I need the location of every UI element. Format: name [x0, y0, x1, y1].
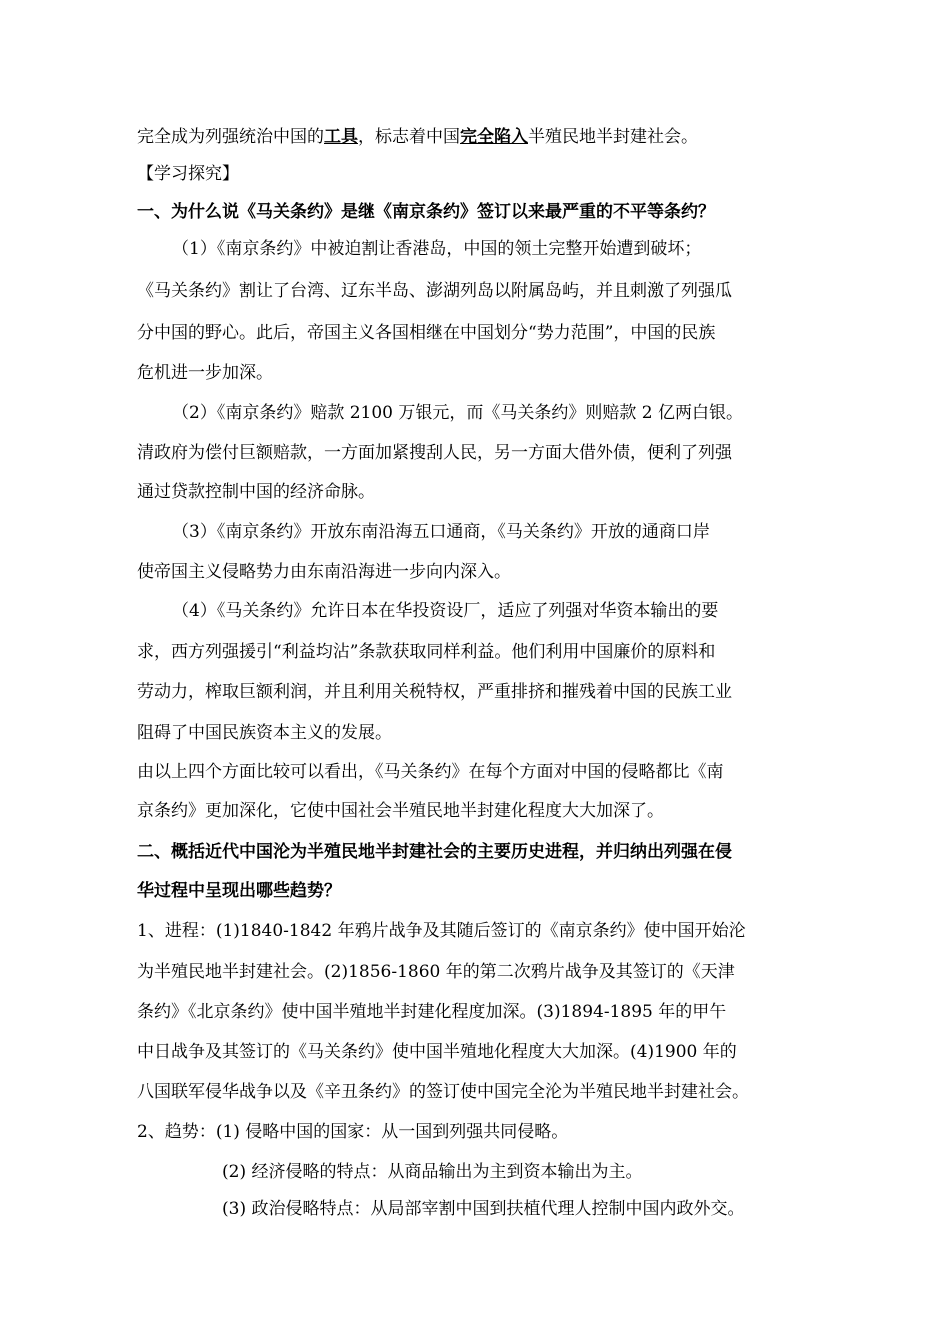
paragraph-line: （1）《南京条约》中被迫割让香港岛，中国的领土完整开始遭到破坏；	[172, 239, 702, 259]
keyword-fully-fall: 完全陷入	[460, 127, 528, 147]
paragraph-line: 清政府为偿付巨额赔款，一方面加紧搜刮人民，另一方面大借外债，便利了列强	[137, 443, 732, 463]
paragraph-line: 劳动力，榨取巨额利润，并且利用关税特权，严重排挤和摧残着中国的民族工业	[137, 682, 732, 702]
keyword-tool: 工具	[324, 127, 358, 147]
paragraph-line: 分中国的野心。此后，帝国主义各国相继在中国划分“势力范围”，中国的民族	[137, 323, 716, 343]
paragraph-line: （4）《马关条约》允许日本在华投资设厂，适应了列强对华资本输出的要	[172, 601, 719, 621]
question-2-heading-cont: 华过程中呈现出哪些趋势？	[137, 881, 341, 901]
paragraph-line: 求，西方列强援引“利益均沾”条款获取同样利益。他们利用中国廉价的原料和	[137, 642, 716, 662]
intro-line	[137, 126, 827, 148]
paragraph-line: （3）《南京条约》开放东南沿海五口通商，《马关条约》开放的通商口岸	[172, 522, 710, 542]
paragraph-line: 《马关条约》割让了台湾、辽东半岛、澎湖列岛以附属岛屿，并且刺激了列强瓜	[137, 281, 732, 301]
intro-text-a: 完全成为列强统治中国的	[137, 127, 324, 147]
answer-line: 1、进程：(1)1840-1842 年鸦片战争及其随后签订的《南京条约》使中国开始沦	[137, 921, 746, 941]
paragraph-line: 由以上四个方面比较可以看出，《马关条约》在每个方面对中国的侵略都比《南	[137, 762, 724, 782]
answer-line: 中日战争及其签订的《马关条约》使中国半殖地化程度大大加深。(4)1900 年的	[137, 1042, 737, 1062]
intro-text-e: 半殖民地半封建社会。	[528, 127, 698, 147]
intro-text-c: ，标志着中国	[358, 127, 460, 147]
paragraph-line: 危机进一步加深。	[137, 363, 273, 383]
question-2-heading: 二、概括近代中国沦为半殖民地半封建社会的主要历史进程，并归纳出列强在侵	[137, 842, 732, 862]
trend-line: (2) 经济侵略的特点：从商品输出为主到资本输出为主。	[222, 1162, 643, 1182]
answer-line: 八国联军侵华战争以及《辛丑条约》的签订使中国完全沦为半殖民地半封建社会。	[137, 1082, 749, 1102]
paragraph-line: 通过贷款控制中国的经济命脉。	[137, 482, 375, 502]
section-label: 【学习探究】	[137, 164, 239, 184]
paragraph-line: （2）《南京条约》赔款 2100 万银元，而《马关条约》则赔款 2 亿两白银。	[172, 403, 744, 423]
paragraph-line: 京条约》更加深化，它使中国社会半殖民地半封建化程度大大加深了。	[137, 801, 664, 821]
paragraph-line: 使帝国主义侵略势力由东南沿海进一步向内深入。	[137, 562, 511, 582]
answer-line: 条约》《北京条约》使中国半殖地半封建化程度加深。(3)1894-1895 年的甲午	[137, 1002, 727, 1022]
trend-line: 2、趋势：(1) 侵略中国的国家：从一国到列强共同侵略。	[137, 1122, 569, 1142]
answer-line: 为半殖民地半封建社会。(2)1856-1860 年的第二次鸦片战争及其签订的《天津	[137, 962, 735, 982]
trend-line: (3) 政治侵略特点：从局部宰割中国到扶植代理人控制中国内政外交。	[222, 1199, 745, 1219]
question-1-heading: 一、为什么说《马关条约》是继《南京条约》签订以来最严重的不平等条约？	[137, 202, 715, 222]
paragraph-line: 阻碍了中国民族资本主义的发展。	[137, 723, 392, 743]
